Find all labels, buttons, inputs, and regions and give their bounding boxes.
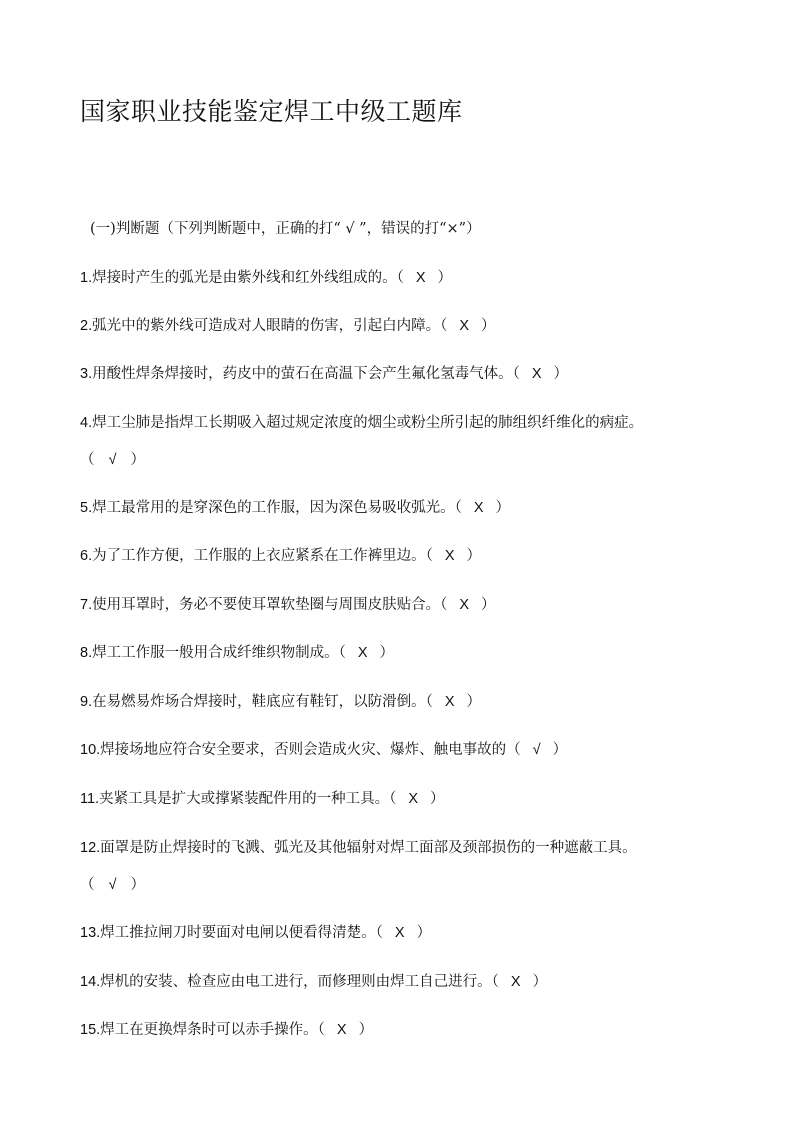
question-item: 10.焊接场地应符合安全要求，否则会造成火灾、爆炸、触电事故的（ √ ） (80, 734, 720, 766)
question-number: 9. (80, 694, 93, 710)
question-text: 焊接场地应符合安全要求，否则会造成火灾、爆炸、触电事故的 (100, 742, 507, 758)
question-answer: X (357, 645, 368, 661)
question-answer: √ (108, 877, 117, 893)
question-text: 使用耳罩时，务必不要使耳罩软垫圈与周围皮肤贴合。 (92, 597, 441, 613)
question-item: 2.弧光中的紫外线可造成对人眼睛的伤害，引起白内障。（ X ） (80, 310, 720, 342)
question-number: 8. (80, 645, 93, 661)
question-item: 5.焊工最常用的是穿深色的工作服，因为深色易吸收弧光。（ X ） (80, 492, 720, 524)
question-answer: X (408, 791, 419, 807)
question-item: 12.面罩是防止焊接时的飞溅、弧光及其他辐射对焊工面部及颈部损伤的一种遮蔽工具。 （ √ ） (80, 832, 720, 901)
question-number: 4. (80, 415, 93, 431)
question-answer: X (444, 548, 455, 564)
question-item: 9.在易燃易炸场合焊接时，鞋底应有鞋钉，以防滑倒。（ X ） (80, 686, 720, 718)
question-text: 焊接时产生的弧光是由紫外线和红外线组成的。 (92, 270, 397, 286)
question-text: 夹紧工具是扩大或撑紧装配件用的一种工具。 (99, 791, 390, 807)
question-text: 焊工工作服一般用合成纤维织物制成。 (92, 645, 339, 661)
question-item: 6.为了工作方便，工作服的上衣应紧系在工作裤里边。（ X ） (80, 540, 720, 572)
question-number: 1. (80, 270, 93, 286)
question-text: 焊工推拉闸刀时要面对电闸以便看得清楚。 (100, 925, 376, 941)
question-number: 10. (80, 742, 101, 758)
question-text: 弧光中的紫外线可造成对人眼睛的伤害，引起白内障。 (92, 318, 441, 334)
question-answer: √ (108, 452, 117, 468)
question-number: 12. (80, 840, 101, 856)
question-item: 11.夹紧工具是扩大或撑紧装配件用的一种工具。（ X ） (80, 783, 720, 815)
question-item: 14.焊机的安装、检查应由电工进行，而修理则由焊工自己进行。（ X ） (80, 966, 720, 998)
question-answer: X (459, 318, 470, 334)
question-number: 7. (80, 597, 93, 613)
question-answer: X (459, 597, 470, 613)
question-text: 焊工最常用的是穿深色的工作服，因为深色易吸收弧光。 (92, 500, 455, 516)
question-text: 焊工在更换焊条时可以赤手操作。 (100, 1022, 318, 1038)
question-number: 13. (80, 925, 101, 941)
question-text: 用酸性焊条焊接时，药皮中的萤石在高温下会产生氟化氢毒气体。 (92, 366, 513, 382)
section-heading: (一)判断题（下列判断题中，正确的打“ √ ”，错误的打“×”） (90, 221, 481, 237)
question-answer: √ (532, 742, 541, 758)
question-number: 15. (80, 1022, 101, 1038)
question-item: 15.焊工在更换焊条时可以赤手操作。（ X ） (80, 1014, 720, 1046)
question-number: 11. (80, 791, 100, 807)
question-text: 为了工作方便，工作服的上衣应紧系在工作裤里边。 (92, 548, 426, 564)
question-item: 7.使用耳罩时，务必不要使耳罩软垫圈与周围皮肤贴合。（ X ） (80, 589, 720, 621)
question-text: 焊工尘肺是指焊工长期吸入超过规定浓度的烟尘或粉尘所引起的肺组织纤维化的病症。 (92, 415, 644, 431)
question-item: 1.焊接时产生的弧光是由紫外线和红外线组成的。（ X ） (80, 262, 720, 294)
question-item: 4.焊工尘肺是指焊工长期吸入超过规定浓度的烟尘或粉尘所引起的肺组织纤维化的病症。 （ √ ） (80, 407, 720, 476)
question-text: 在易燃易炸场合焊接时，鞋底应有鞋钉，以防滑倒。 (92, 694, 426, 710)
question-text: 面罩是防止焊接时的飞溅、弧光及其他辐射对焊工面部及颈部损伤的一种遮蔽工具。 (100, 840, 637, 856)
question-item: 3.用酸性焊条焊接时，药皮中的萤石在高温下会产生氟化氢毒气体。（ X ） (80, 358, 720, 390)
question-item: 13.焊工推拉闸刀时要面对电闸以便看得清楚。（ X ） (80, 917, 720, 949)
question-number: 14. (80, 974, 101, 990)
question-answer: X (415, 270, 426, 286)
question-text: 焊机的安装、检查应由电工进行，而修理则由焊工自己进行。 (100, 974, 492, 990)
question-number: 5. (80, 500, 93, 516)
question-answer: X (531, 366, 542, 382)
question-answer: X (444, 694, 455, 710)
question-answer: X (336, 1022, 347, 1038)
page-title: 国家职业技能鉴定焊工中级工题库 (80, 97, 463, 126)
question-number: 6. (80, 548, 93, 564)
question-number: 3. (80, 366, 93, 382)
question-item: 8.焊工工作服一般用合成纤维织物制成。（ X ） (80, 637, 720, 669)
question-answer: X (473, 500, 484, 516)
question-answer: X (394, 925, 405, 941)
question-number: 2. (80, 318, 93, 334)
question-answer: X (510, 974, 521, 990)
